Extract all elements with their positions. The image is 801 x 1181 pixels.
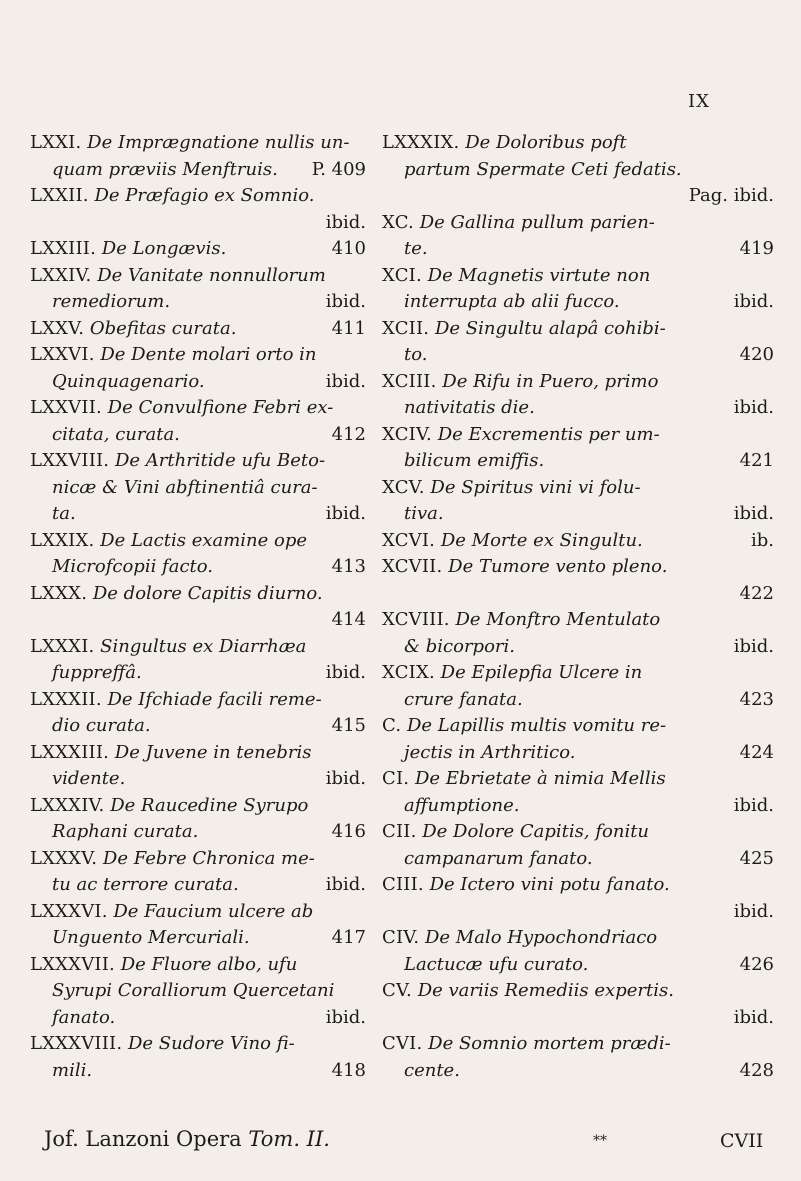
entry-line bbox=[30, 925, 366, 952]
entry-title: De Singultu alapâ cohibi- bbox=[434, 317, 666, 339]
entry-page-ref: ibid. bbox=[733, 503, 774, 524]
entry-title: De Tumore vento pleno. bbox=[448, 556, 668, 577]
entry-page-ref: ibid. bbox=[733, 291, 774, 312]
entry-line bbox=[382, 501, 774, 528]
entry-number: LXXIII. bbox=[30, 238, 97, 259]
entry-line bbox=[382, 766, 774, 793]
entry-line bbox=[30, 1005, 366, 1032]
entry-page-ref: 425 bbox=[739, 847, 774, 869]
entry-page-ref: ibid. bbox=[733, 635, 774, 657]
entry-line bbox=[382, 607, 774, 634]
entry-line bbox=[382, 316, 774, 343]
entry-line bbox=[30, 634, 366, 661]
entry-line bbox=[30, 952, 366, 979]
entry-number: LXXXIII. bbox=[30, 741, 110, 763]
entry-line bbox=[30, 316, 366, 343]
entry-line bbox=[30, 713, 366, 740]
entry-title: De Arthritide ufu Beto- bbox=[114, 450, 326, 471]
entry-line bbox=[382, 342, 774, 369]
entry-number: CIV. bbox=[382, 927, 420, 948]
entry-page-ref: 411 bbox=[331, 317, 366, 339]
entry-line bbox=[382, 369, 774, 396]
index-entry bbox=[30, 740, 366, 793]
entry-page-ref: ibid. bbox=[325, 291, 366, 312]
entry-title: vidente. bbox=[52, 768, 126, 789]
index-entry bbox=[30, 316, 366, 343]
index-entry bbox=[382, 819, 774, 872]
entry-number: XCIII. bbox=[382, 370, 437, 392]
entry-number: LXXIV. bbox=[30, 264, 92, 286]
signature-mark: ** bbox=[593, 1133, 607, 1149]
entry-title: De Dolore Capitis, fonitu bbox=[422, 821, 650, 842]
entry-title: citata, curata. bbox=[52, 423, 180, 445]
entry-line bbox=[382, 210, 774, 237]
entry-title: bilicum emiffis. bbox=[404, 450, 545, 471]
index-entry bbox=[382, 713, 774, 766]
entry-title: De Gallina pullum parien- bbox=[419, 211, 655, 233]
entry-line bbox=[30, 819, 366, 846]
entry-title: quam præviis Menftruis. bbox=[52, 158, 278, 180]
entry-number: CI. bbox=[382, 768, 410, 789]
entry-line bbox=[30, 395, 366, 422]
entry-title: fanato. bbox=[52, 1006, 116, 1028]
entry-title: De Rifu in Puero, primo bbox=[442, 370, 659, 392]
entry-page-ref: 414 bbox=[331, 609, 366, 630]
entry-line bbox=[30, 660, 366, 687]
entry-line bbox=[382, 528, 774, 555]
entry-page-ref: 412 bbox=[331, 423, 366, 445]
entry-line bbox=[382, 925, 774, 952]
entry-title: De Fluore albo, ufu bbox=[120, 953, 298, 975]
entry-page-ref: 428 bbox=[739, 1059, 774, 1081]
running-footer bbox=[44, 1127, 330, 1151]
entry-page-ref: 422 bbox=[739, 582, 774, 604]
entry-title: interrupta ab alii fucco. bbox=[404, 291, 620, 312]
entry-number: LXXVII. bbox=[30, 397, 102, 418]
entry-line bbox=[30, 846, 366, 873]
entry-title: De Epilepfia Ulcere in bbox=[440, 662, 643, 683]
index-entry bbox=[30, 793, 366, 846]
entry-line bbox=[30, 528, 366, 555]
index-entry bbox=[30, 899, 366, 952]
entry-line bbox=[30, 422, 366, 449]
entry-line bbox=[30, 342, 366, 369]
entry-page-ref: ibid. bbox=[325, 874, 366, 895]
entry-page-ref: 413 bbox=[331, 556, 366, 577]
entry-line bbox=[382, 740, 774, 767]
entry-title: De Lactis examine ope bbox=[100, 529, 308, 551]
entry-title: jectis in Arthritico. bbox=[404, 741, 576, 763]
index-entry bbox=[382, 1031, 774, 1084]
entry-title: De Dente molari orto in bbox=[100, 344, 317, 365]
entry-number: XCVI. bbox=[382, 529, 436, 551]
entry-line bbox=[382, 130, 774, 157]
entry-line bbox=[382, 581, 774, 608]
entry-title: Lactucæ ufu curato. bbox=[404, 953, 589, 975]
entry-line bbox=[382, 846, 774, 873]
entry-title: Singultus ex Diarrhæa bbox=[100, 635, 307, 657]
index-entry bbox=[382, 766, 774, 819]
index-entry bbox=[30, 448, 366, 528]
index-entry bbox=[382, 978, 774, 1031]
entry-page-ref: ibid. bbox=[733, 397, 774, 418]
entry-line bbox=[30, 899, 366, 926]
index-entry bbox=[382, 607, 774, 660]
index-entry bbox=[30, 130, 366, 183]
entry-line bbox=[30, 607, 366, 634]
entry-line bbox=[30, 740, 366, 767]
entry-line bbox=[30, 448, 366, 475]
entry-line bbox=[30, 475, 366, 502]
entry-page-ref: ibid. bbox=[325, 211, 366, 233]
entry-number: XCVII. bbox=[382, 556, 443, 577]
entry-number: XCVIII. bbox=[382, 609, 450, 630]
entry-page-ref: 421 bbox=[739, 450, 774, 471]
entry-title: crure fanata. bbox=[404, 688, 523, 710]
index-entry bbox=[382, 554, 774, 607]
entry-title: De Lapillis multis vomitu re- bbox=[407, 715, 667, 736]
entry-number: XCIX. bbox=[382, 662, 435, 683]
entry-page-ref: ibid. bbox=[733, 794, 774, 816]
entry-page-ref: 424 bbox=[739, 741, 774, 763]
entry-title: De Imprægnatione nullis un- bbox=[87, 132, 350, 153]
entry-line bbox=[382, 793, 774, 820]
entry-number: XC. bbox=[382, 211, 414, 233]
index-entry bbox=[30, 846, 366, 899]
entry-line bbox=[382, 236, 774, 263]
index-entry bbox=[382, 872, 774, 925]
index-entry bbox=[30, 528, 366, 581]
entry-page-ref: ib. bbox=[750, 529, 774, 551]
entry-number: LXXVIII. bbox=[30, 450, 110, 471]
index-entry bbox=[382, 316, 774, 369]
entry-line bbox=[382, 978, 774, 1005]
entry-title: De Faucium ulcere ab bbox=[113, 900, 314, 922]
entry-title: ta. bbox=[52, 503, 76, 524]
entry-number: XCI. bbox=[382, 264, 422, 286]
index-entry bbox=[30, 952, 366, 1032]
footer-volume: Tom. II. bbox=[248, 1127, 330, 1151]
entry-title: De dolore Capitis diurno. bbox=[92, 582, 323, 604]
index-column-left bbox=[30, 130, 366, 1084]
entry-title: De Malo Hypochondriaco bbox=[425, 927, 658, 948]
entry-title: Microfcopii facto. bbox=[52, 556, 213, 577]
entry-title: fuppreffâ. bbox=[52, 662, 142, 683]
entry-number: LXXV. bbox=[30, 317, 85, 339]
entry-page-ref: 416 bbox=[331, 821, 366, 842]
index-entry bbox=[30, 581, 366, 634]
index-entry bbox=[30, 687, 366, 740]
entry-page-ref: ibid. bbox=[733, 1006, 774, 1028]
entry-line bbox=[30, 1031, 366, 1058]
index-entry bbox=[30, 395, 366, 448]
entry-title: dio curata. bbox=[52, 715, 151, 736]
entry-line bbox=[30, 236, 366, 263]
entry-line bbox=[30, 1058, 366, 1085]
entry-page-ref: 423 bbox=[739, 688, 774, 710]
entry-title: te. bbox=[404, 238, 428, 259]
entry-line bbox=[30, 687, 366, 714]
entry-line bbox=[30, 978, 366, 1005]
entry-line bbox=[30, 289, 366, 316]
entry-title: De Somnio mortem prædi- bbox=[428, 1033, 671, 1054]
entry-title: to. bbox=[404, 344, 428, 365]
footer-author: Jof. Lanzoni Opera bbox=[44, 1127, 242, 1151]
entry-number: LXXI. bbox=[30, 132, 82, 153]
index-entry bbox=[30, 236, 366, 263]
entry-line bbox=[382, 1031, 774, 1058]
entry-page-ref: ibid. bbox=[733, 900, 774, 922]
entry-number: CVI. bbox=[382, 1033, 423, 1054]
entry-title: Raphani curata. bbox=[52, 821, 199, 842]
entry-line bbox=[382, 713, 774, 740]
entry-title: De Vanitate nonnullorum bbox=[97, 264, 326, 286]
entry-line bbox=[382, 422, 774, 449]
entry-page-ref: 410 bbox=[331, 238, 366, 259]
entry-page-ref: P. 409 bbox=[311, 158, 366, 180]
entry-title: De Sudore Vino fi- bbox=[127, 1033, 295, 1054]
index-entry bbox=[382, 925, 774, 978]
index-entry bbox=[382, 210, 774, 263]
entry-number: XCV. bbox=[382, 476, 425, 498]
entry-page-ref: ibid. bbox=[325, 768, 366, 789]
entry-line bbox=[382, 1005, 774, 1032]
entry-title: mili. bbox=[52, 1059, 93, 1081]
entry-line bbox=[30, 554, 366, 581]
entry-title: cente. bbox=[404, 1059, 460, 1081]
entry-page-ref: 420 bbox=[739, 344, 774, 365]
entry-line bbox=[382, 660, 774, 687]
entry-title: nativitatis die. bbox=[404, 397, 535, 418]
entry-number: LXXVI. bbox=[30, 344, 95, 365]
entry-page-ref: 415 bbox=[331, 715, 366, 736]
index-entry bbox=[382, 528, 774, 555]
entry-line bbox=[382, 819, 774, 846]
entry-line bbox=[30, 766, 366, 793]
entry-number: LXXXIX. bbox=[382, 132, 460, 153]
entry-page-ref: ibid. bbox=[325, 503, 366, 524]
entry-title: De Convulfione Febri ex- bbox=[107, 397, 334, 418]
entry-title: partum Spermate Ceti fedatis. bbox=[404, 158, 682, 180]
entry-title: De Juvene in tenebris bbox=[114, 741, 312, 763]
catchword: CVII bbox=[720, 1130, 764, 1152]
entry-line bbox=[382, 263, 774, 290]
entry-line bbox=[30, 793, 366, 820]
entry-number: CII. bbox=[382, 821, 417, 842]
entry-title: De Ictero vini potu fanato. bbox=[429, 874, 670, 895]
entry-number: LXXIX. bbox=[30, 529, 95, 551]
entry-number: XCIV. bbox=[382, 423, 432, 445]
entry-line bbox=[30, 369, 366, 396]
entry-title: De variis Remediis expertis. bbox=[417, 980, 674, 1001]
index-entry bbox=[30, 263, 366, 316]
entry-number: LXXII. bbox=[30, 185, 89, 206]
entry-line bbox=[30, 157, 366, 184]
entry-line bbox=[382, 395, 774, 422]
entry-line bbox=[382, 634, 774, 661]
entry-page-ref: 419 bbox=[739, 238, 774, 259]
index-entry bbox=[382, 422, 774, 475]
entry-line bbox=[382, 872, 774, 899]
entry-number: LXXXVIII. bbox=[30, 1033, 123, 1054]
entry-title: De Ebrietate à nimia Mellis bbox=[414, 768, 666, 789]
index-entry bbox=[382, 369, 774, 422]
index-entry bbox=[30, 342, 366, 395]
entry-title: campanarum fanato. bbox=[404, 847, 593, 869]
entry-line bbox=[30, 130, 366, 157]
entry-title: De Raucedine Syrupo bbox=[110, 794, 309, 816]
entry-number: LXXXVI. bbox=[30, 900, 108, 922]
index-entry bbox=[30, 634, 366, 687]
entry-number: LXXXVII. bbox=[30, 953, 115, 975]
entry-title: De Ifchiade facili reme- bbox=[107, 688, 322, 710]
entry-title: De Doloribus poft bbox=[465, 132, 627, 153]
entry-line bbox=[382, 899, 774, 926]
entry-title: De Spiritus vini vi folu- bbox=[430, 476, 641, 498]
index-entry bbox=[382, 660, 774, 713]
entry-number: CIII. bbox=[382, 874, 424, 895]
entry-title: remediorum. bbox=[52, 291, 171, 312]
entry-number: LXXXIV. bbox=[30, 794, 105, 816]
entry-title: De Febre Chronica me- bbox=[102, 847, 315, 869]
entry-page-ref: 418 bbox=[331, 1059, 366, 1081]
entry-line bbox=[30, 581, 366, 608]
entry-line bbox=[382, 952, 774, 979]
index-entry bbox=[30, 1031, 366, 1084]
entry-line bbox=[30, 501, 366, 528]
entry-title: tu ac terrore curata. bbox=[52, 874, 239, 895]
entry-number: XCII. bbox=[382, 317, 430, 339]
index-entry bbox=[382, 475, 774, 528]
entry-page-ref: ibid. bbox=[325, 370, 366, 392]
entry-title: De Morte ex Singultu. bbox=[440, 529, 643, 551]
entry-title: Syrupi Coralliorum Quercetani bbox=[52, 980, 335, 1001]
entry-title: De Longævis. bbox=[101, 238, 227, 259]
entry-title: tiva. bbox=[404, 503, 444, 524]
entry-line bbox=[30, 183, 366, 210]
entry-title: Quinquagenario. bbox=[52, 370, 205, 392]
entry-title: Obefitas curata. bbox=[89, 317, 237, 339]
entry-page-ref: ibid. bbox=[325, 662, 366, 683]
entry-number: LXXXV. bbox=[30, 847, 98, 869]
entry-page-ref: 417 bbox=[331, 927, 366, 948]
entry-number: LXXXI. bbox=[30, 635, 95, 657]
page-number: IX bbox=[688, 91, 710, 112]
entry-line bbox=[30, 263, 366, 290]
entry-title: nicæ & Vini abftinentiâ cura- bbox=[52, 476, 318, 498]
entry-line bbox=[382, 183, 774, 210]
entry-line bbox=[382, 448, 774, 475]
entry-title: De Monftro Mentulato bbox=[455, 609, 661, 630]
entry-title: De Magnetis virtute non bbox=[427, 264, 651, 286]
entry-page-ref: Pag. ibid. bbox=[688, 185, 774, 206]
entry-title: Unguento Mercuriali. bbox=[52, 927, 250, 948]
entry-title: & bicorpori. bbox=[404, 635, 515, 657]
index-column-right bbox=[382, 130, 774, 1084]
entry-line bbox=[382, 687, 774, 714]
entry-line bbox=[382, 554, 774, 581]
entry-title: De Præfagio ex Somnio. bbox=[94, 185, 315, 206]
entry-number: LXXX. bbox=[30, 582, 88, 604]
entry-line bbox=[382, 157, 774, 184]
entry-number: C. bbox=[382, 715, 402, 736]
entry-line bbox=[382, 289, 774, 316]
entry-page-ref: ibid. bbox=[325, 1006, 366, 1028]
index-entry bbox=[382, 130, 774, 210]
entry-title: De Excrementis per um- bbox=[437, 423, 660, 445]
entry-page-ref: 426 bbox=[739, 953, 774, 975]
entry-line bbox=[30, 210, 366, 237]
entry-number: CV. bbox=[382, 980, 412, 1001]
index-entry bbox=[30, 183, 366, 236]
entry-number: LXXXII. bbox=[30, 688, 102, 710]
entry-line bbox=[30, 872, 366, 899]
entry-line bbox=[382, 475, 774, 502]
index-entry bbox=[382, 263, 774, 316]
entry-title: affumptione. bbox=[404, 794, 520, 816]
entry-line bbox=[382, 1058, 774, 1085]
